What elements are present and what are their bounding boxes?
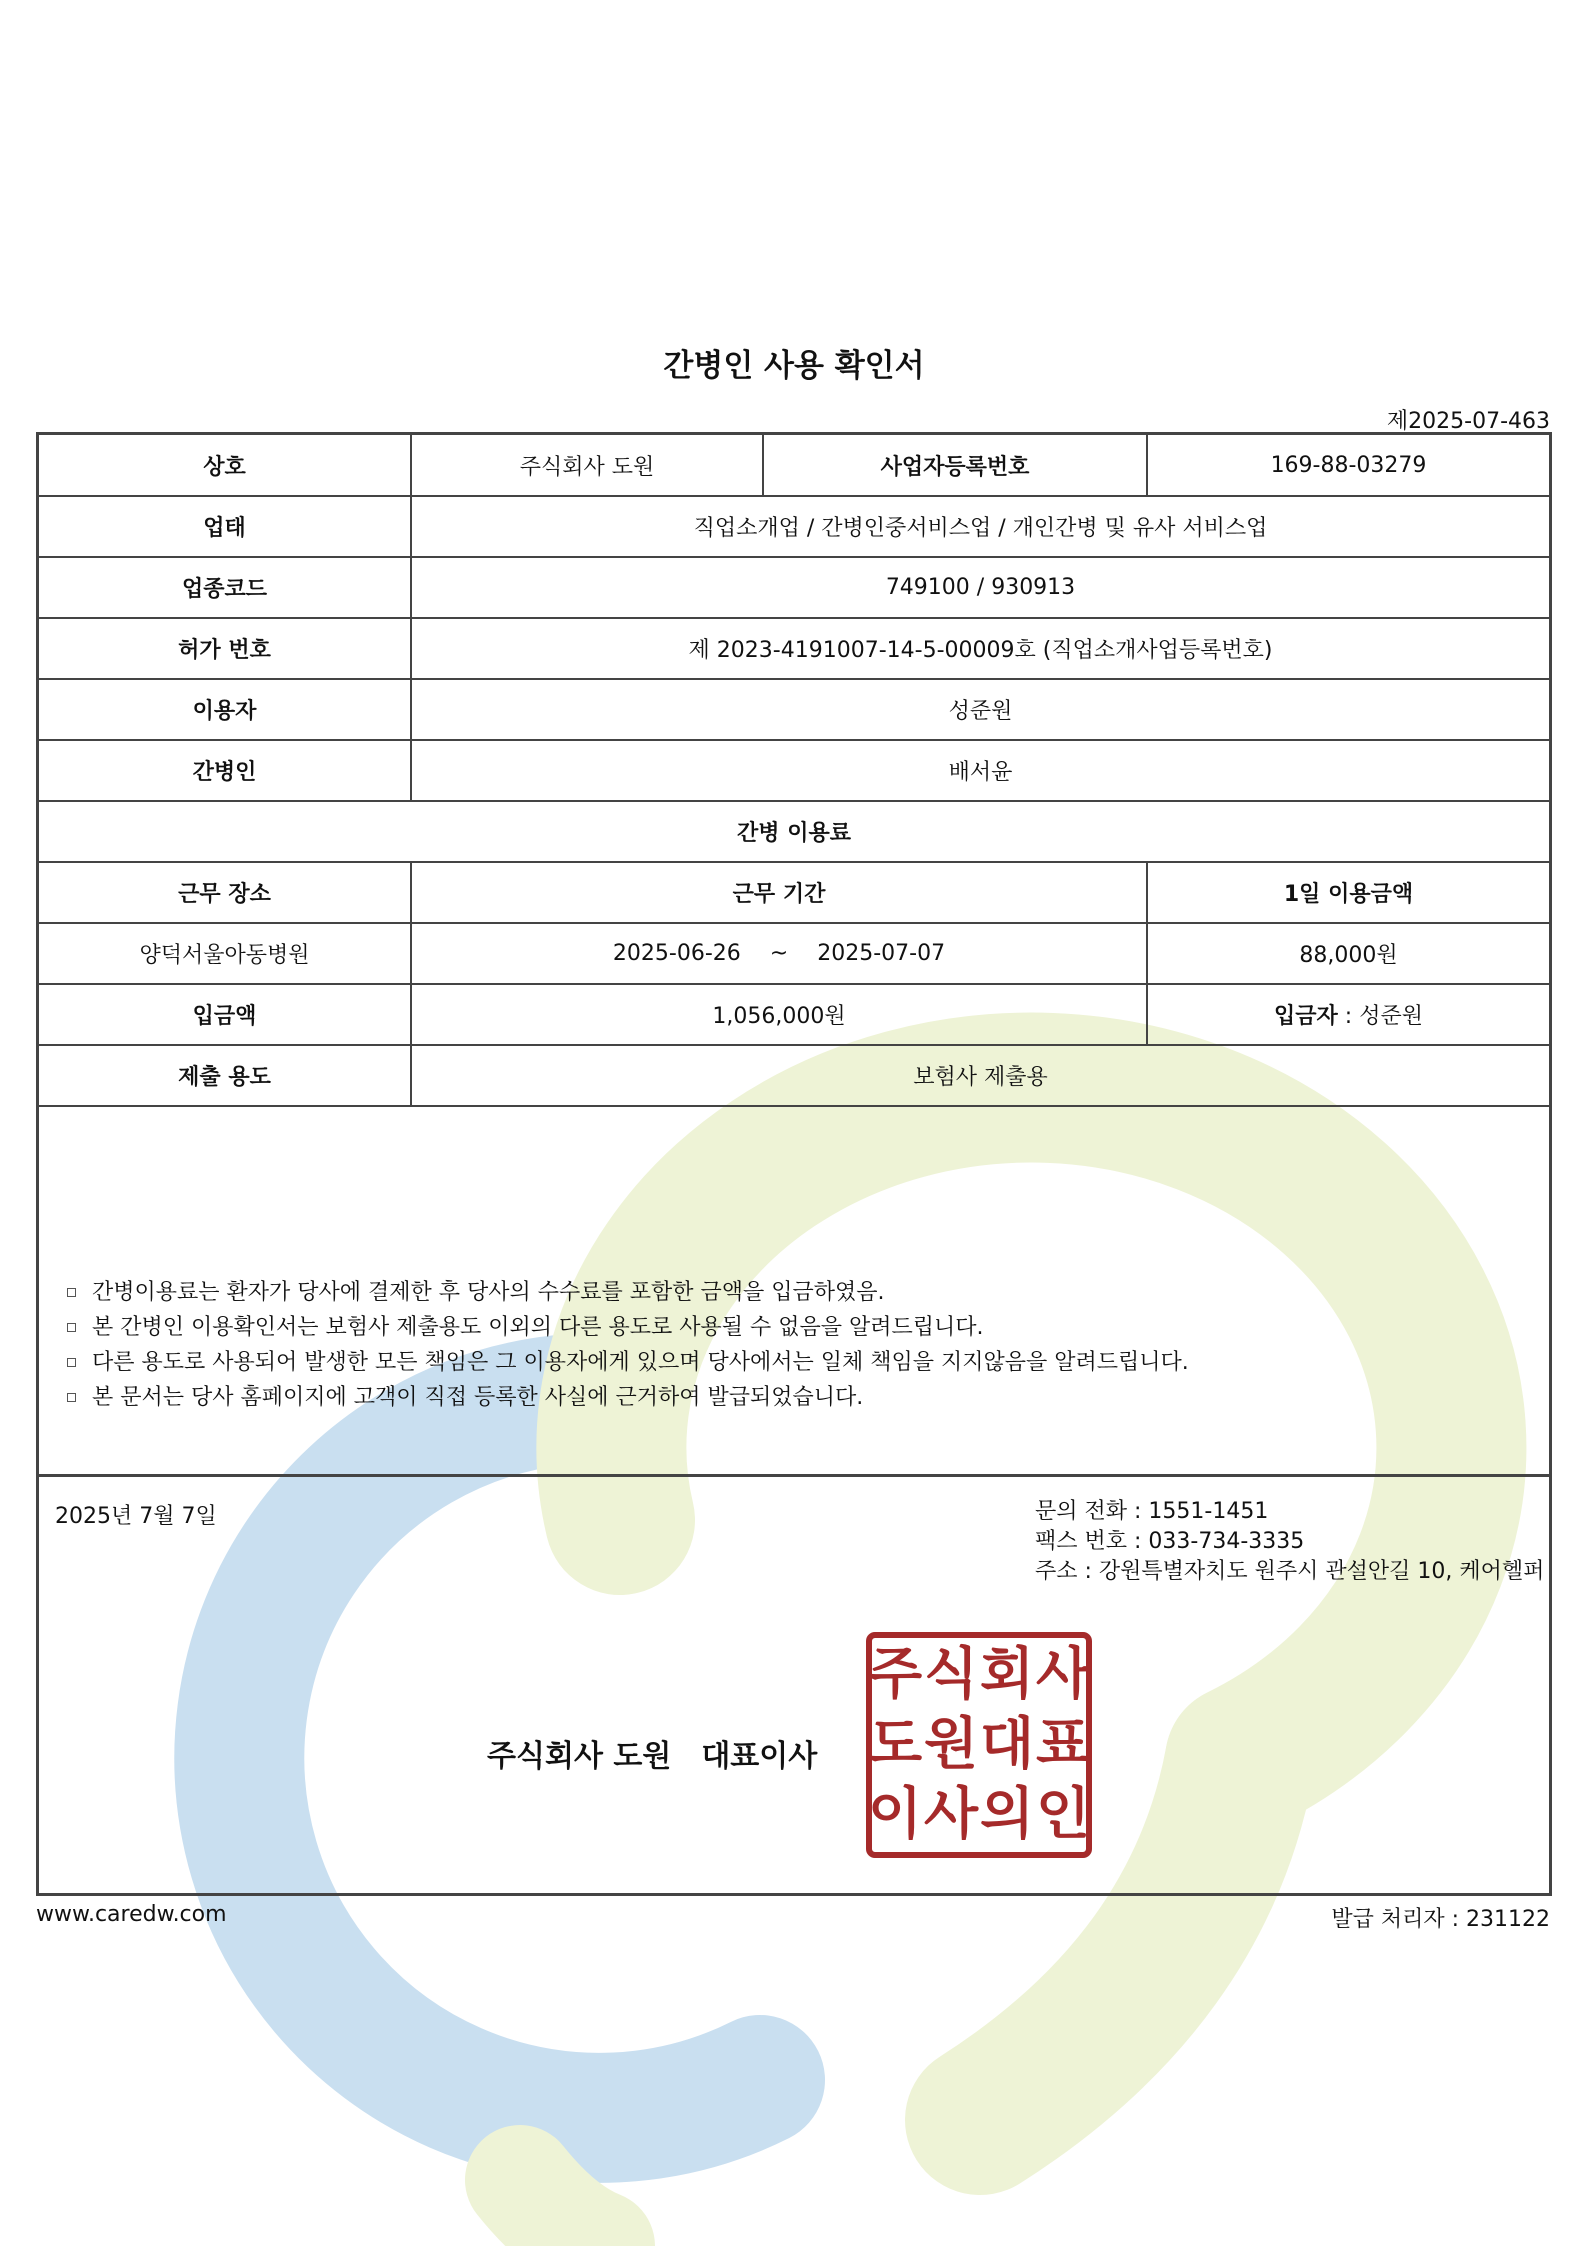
work-period — [411, 923, 1147, 984]
seal-characters — [868, 1642, 1091, 1847]
note-text: 본 문서는 당사 홈페이지에 고객이 직접 등록한 사실에 근거하여 발급되었습니다. — [92, 1385, 864, 1410]
daily-fee: 88,000원 — [1147, 923, 1549, 984]
signer — [487, 1731, 817, 1775]
company-seal-stamp — [865, 1631, 1093, 1859]
contact-address: 주소 : 강원특별자치도 원주시 관설안길 10, 케어헬퍼 — [1035, 1559, 1545, 1584]
industry-code: 749100 / 930913 — [411, 557, 1549, 618]
label-business-type: 업태 — [39, 496, 411, 557]
depositor-separator: : — [1337, 1004, 1360, 1029]
label-user: 이용자 — [39, 679, 411, 740]
certificate-sheet — [36, 432, 1552, 1896]
seal-char: 도 — [867, 1712, 923, 1777]
row-fee-headers — [39, 862, 1549, 923]
row-license — [39, 618, 1549, 679]
note-item — [63, 1275, 1189, 1310]
label-daily-fee: 1일 이용금액 — [1147, 862, 1549, 923]
issue-date: 2025년 7월 7일 — [55, 1504, 217, 1529]
fee-section-title: 간병 이용료 — [39, 801, 1549, 862]
period-end: 2025-07-07 — [817, 941, 946, 966]
seal-char: 사 — [1035, 1642, 1091, 1707]
work-place: 양덕서울아동병원 — [39, 923, 411, 984]
row-fee-values — [39, 923, 1549, 984]
label-work-place: 근무 장소 — [39, 862, 411, 923]
contact-phone: 문의 전화 : 1551-1451 — [1035, 1499, 1269, 1524]
square-bullet-icon — [67, 1393, 76, 1402]
depositor-name: 성준원 — [1359, 1004, 1423, 1029]
seal-char: 의 — [979, 1782, 1035, 1847]
seal-char: 회 — [979, 1642, 1035, 1707]
row-purpose — [39, 1045, 1549, 1106]
label-company-name: 상호 — [39, 435, 411, 496]
seal-char: 사 — [923, 1782, 979, 1847]
user-name: 성준원 — [411, 679, 1549, 740]
square-bullet-icon — [67, 1323, 76, 1332]
note-item — [63, 1380, 1189, 1415]
label-license-number: 허가 번호 — [39, 618, 411, 679]
seal-char: 인 — [1035, 1782, 1091, 1847]
document-title: 간병인 사용 확인서 — [663, 348, 925, 384]
label-deposit-amount: 입금액 — [39, 984, 411, 1045]
signer-company: 주식회사 도원 — [487, 1739, 672, 1774]
seal-char: 식 — [923, 1642, 979, 1707]
note-text: 본 간병인 이용확인서는 보험사 제출용도 이외의 다른 용도로 사용될 수 없음을 알려드립니다. — [92, 1315, 984, 1340]
row-user — [39, 679, 1549, 740]
company-name: 주식회사 도원 — [411, 435, 763, 496]
registration-number: 169-88-03279 — [1147, 435, 1549, 496]
purpose: 보험사 제출용 — [411, 1045, 1549, 1106]
note-item — [63, 1310, 1189, 1345]
notes-section — [39, 1161, 1549, 1477]
label-work-period: 근무 기간 — [411, 862, 1147, 923]
issuer-id: 발급 처리자 : 231122 — [1331, 1907, 1550, 1932]
seal-char: 주 — [867, 1642, 923, 1707]
seal-char: 표 — [1035, 1712, 1091, 1777]
label-purpose: 제출 용도 — [39, 1045, 411, 1106]
signer-title: 대표이사 — [701, 1739, 818, 1774]
note-text: 간병이용료는 환자가 당사에 결제한 후 당사의 수수료를 포함한 금액을 입금하였음. — [92, 1280, 885, 1305]
caregiver-name: 배서윤 — [411, 740, 1549, 801]
deposit-amount: 1,056,000원 — [411, 984, 1147, 1045]
label-depositor: 입금자 — [1274, 1004, 1338, 1029]
row-caregiver — [39, 740, 1549, 801]
website-link[interactable]: www.caredw.com — [36, 1902, 227, 1927]
row-business-type — [39, 496, 1549, 557]
row-fee-title — [39, 801, 1549, 862]
notes-list — [63, 1275, 1189, 1415]
license-number: 제 2023-4191007-14-5-00009호 (직업소개사업등록번호) — [411, 618, 1549, 679]
seal-char: 대 — [979, 1712, 1035, 1777]
note-text: 다른 용도로 사용되어 발생한 모든 책임은 그 이용자에게 있으며 당사에서는 일체 책임을 지지않음을 알려드립니다. — [92, 1350, 1189, 1375]
square-bullet-icon — [67, 1288, 76, 1297]
seal-char: 이 — [867, 1782, 923, 1847]
row-industry-code — [39, 557, 1549, 618]
document-number: 제2025-07-463 — [1386, 409, 1550, 434]
row-deposit — [39, 984, 1549, 1045]
contact-info — [1035, 1497, 1544, 1587]
seal-char: 원 — [923, 1712, 979, 1777]
contact-fax: 팩스 번호 : 033-734-3335 — [1035, 1529, 1305, 1554]
note-item — [63, 1345, 1189, 1380]
row-company — [39, 435, 1549, 496]
label-caregiver: 간병인 — [39, 740, 411, 801]
info-table — [39, 435, 1549, 1107]
period-start: 2025-06-26 — [612, 941, 741, 966]
square-bullet-icon — [67, 1358, 76, 1367]
period-separator: ~ — [769, 941, 789, 966]
business-type: 직업소개업 / 간병인중서비스업 / 개인간병 및 유사 서비스업 — [411, 496, 1549, 557]
label-registration-number: 사업자등록번호 — [763, 435, 1147, 496]
depositor-cell — [1147, 984, 1549, 1045]
label-industry-code: 업종코드 — [39, 557, 411, 618]
